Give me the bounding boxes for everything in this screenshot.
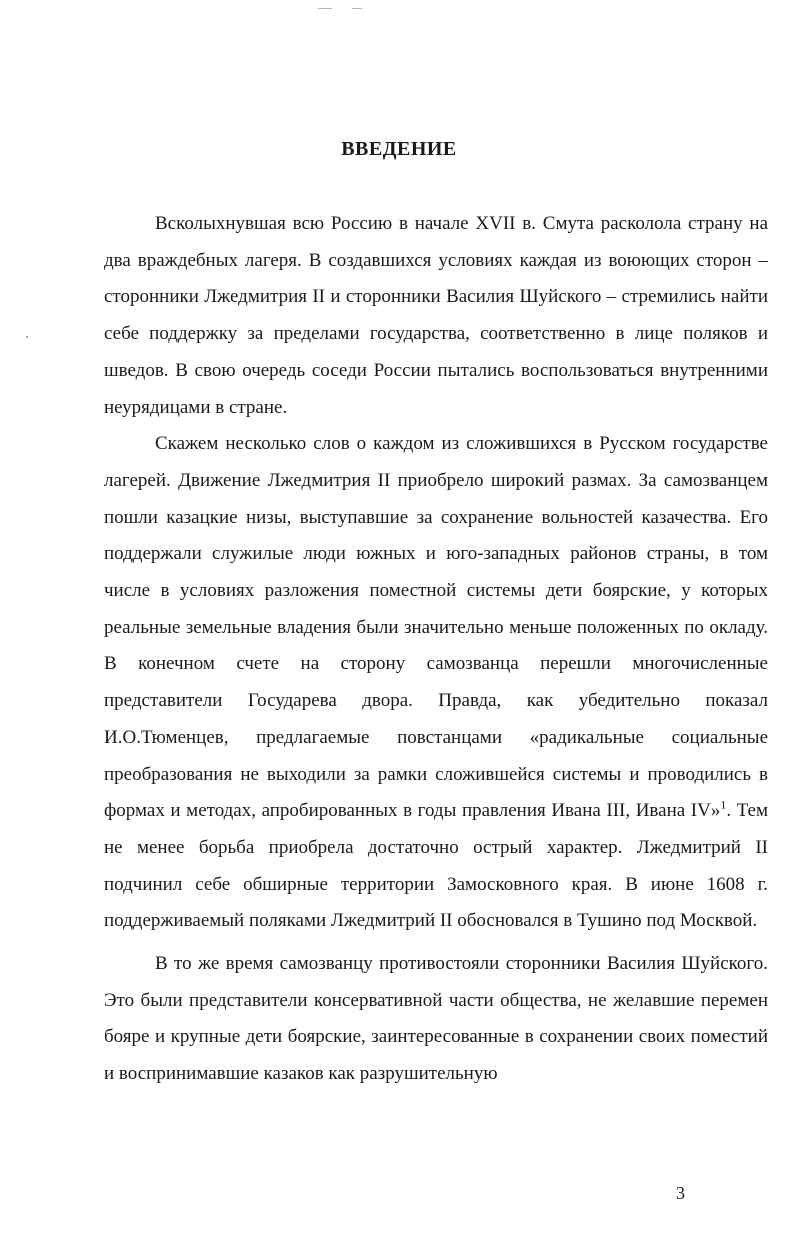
paragraph-2-text-b: . Тем не менее борьба приобрела достаточно острый характер. Лжедмитрий II подчинил себе обширные территории Замосковного края. В июне 1608 г. поддерживаемый поляками Лжедмитрий II обосновался в Тушино под Москвой. xyxy=(104,800,768,932)
body-text xyxy=(104,206,768,1093)
section-heading: ВВЕДЕНИЕ xyxy=(341,138,457,160)
footnote-reference[interactable]: 1 xyxy=(720,797,727,812)
scan-artifact xyxy=(352,8,362,9)
paragraph-2 xyxy=(104,426,768,940)
scan-artifact xyxy=(318,8,332,9)
paragraph-3: В то же время самозванцу противостояли сторонники Василия Шуйского. Это были представители консервативной части общества, не желавшие перемен бояре и крупные дети боярские, заинтересованные в сохранении своих поместий и воспринимавшие казаков как разрушительную xyxy=(104,953,768,1085)
scan-artifact xyxy=(26,336,28,338)
paragraph-1: Всколыхнувшая всю Россию в начале XVII в. Смута расколола страну на два враждебных лагеря. В создавшихся условиях каждая из воюющих сторон – сторонники Лжедмитрия II и сторонники Василия Шуйского – стремились найти себе поддержку за пределами государства, соответственно в лице поляков и шведов. В свою очередь соседи России пытались воспользоваться внутренними неурядицами в стране. xyxy=(104,213,768,418)
page-number: 3 xyxy=(676,1183,685,1203)
paragraph-2-text-a: Скажем несколько слов о каждом из сложившихся в Русском государстве лагерей. Движение Лжедмитрия II приобрело широкий размах. За самозванцем пошли казацкие низы, выступавшие за сохранение вольностей казачества. Его поддержали служилые люди южных и юго-западных районов страны, в том числе в условиях разложения поместной системы дети боярские, у которых реальные земельные владения были значительно меньше положенных по окладу. В конечном счете на сторону самозванца перешли многочисленные представители Государева двора. Правда, как убедительно показал И.О.Тюменцев, предлагаемые повстанцами «радикальные социальные преобразования не выходили за рамки сложившейся системы и проводились в формах и методах, апробированных в годы правления Ивана III, Ивана IV» xyxy=(104,433,768,822)
